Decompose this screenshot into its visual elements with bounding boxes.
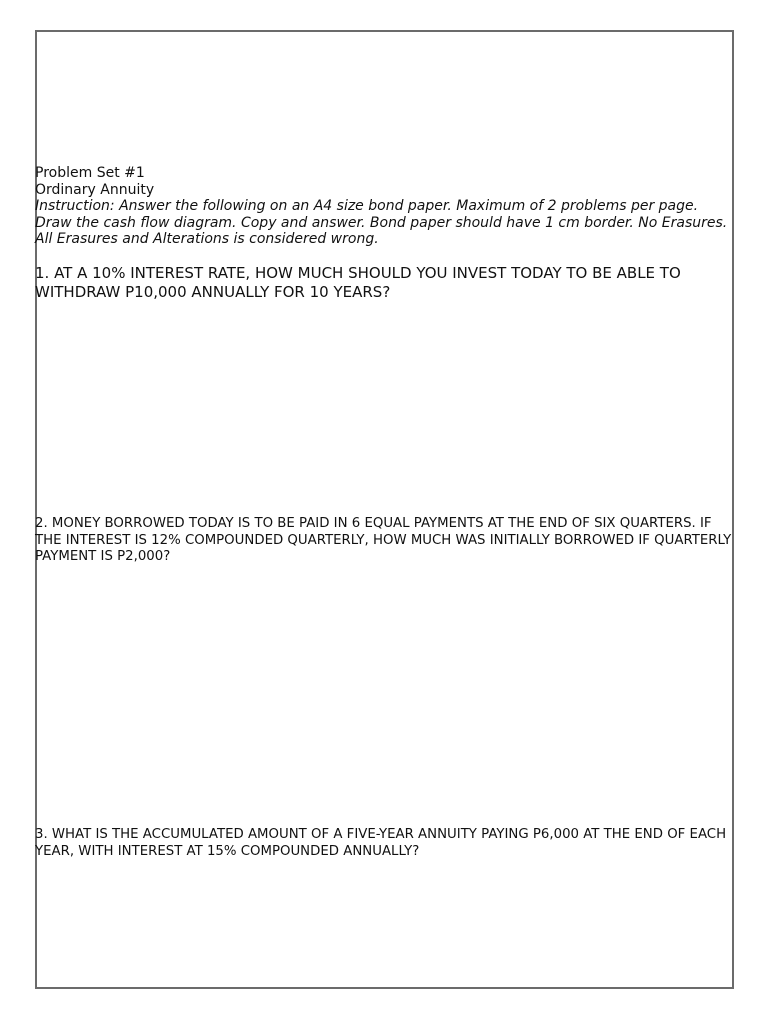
problem-3: 3. WHAT IS THE ACCUMULATED AMOUNT OF A FIVE-YEAR ANNUITY PAYING P6,000 AT THE END OF EACH YEAR, WITH INTEREST AT 15% COMPOUNDED ANNUALLY? xyxy=(35,827,727,859)
instruction-text: Instruction: Answer the following on an A4 size bond paper. Maximum of 2 problems per page. Draw the cash flow diagram. Copy and answer. Bond paper should have 1 cm border. No Erasures. All Erasures and Alterations is considered wrong. xyxy=(35,198,728,247)
document-title: Problem Set #1 xyxy=(35,165,145,181)
document-header xyxy=(35,165,735,248)
problem-1: 1. AT A 10% INTEREST RATE, HOW MUCH SHOULD YOU INVEST TODAY TO BE ABLE TO WITHDRAW P10,000 ANNUALLY FOR 10 YEARS? xyxy=(35,264,681,301)
document-subtitle: Ordinary Annuity xyxy=(35,181,155,198)
problem-2: 2. MONEY BORROWED TODAY IS TO BE PAID IN 6 EQUAL PAYMENTS AT THE END OF SIX QUARTERS. IF THE INTEREST IS 12% COMPOUNDED QUARTERLY, HOW MUCH WAS INITIALLY BORROWED IF QUARTERLY PAYMENT IS P2,000? xyxy=(35,516,732,564)
